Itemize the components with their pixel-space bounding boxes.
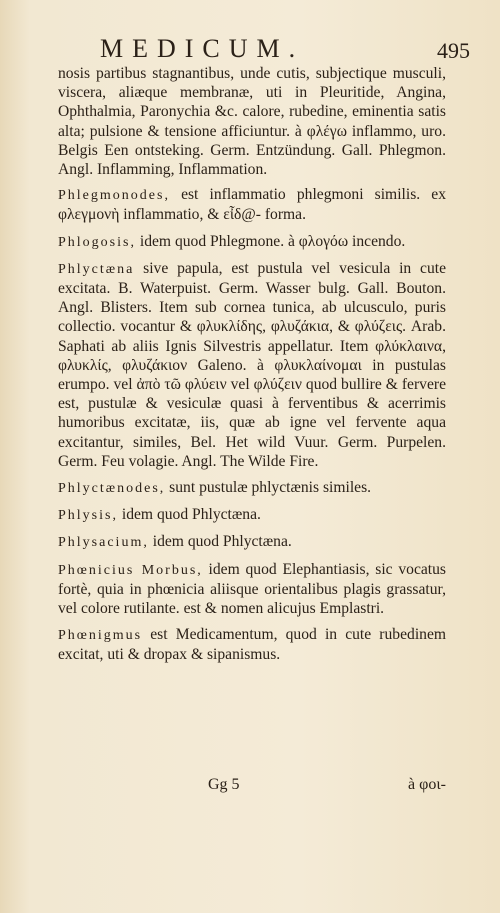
entry-text: idem quod Phlyctæna. — [148, 533, 292, 551]
entry-text: est inflammatio phlegmoni similis. ex φλεγμονὴ inflammatio, & εἶδ@- forma. — [58, 186, 446, 224]
entry-phlegmonodes — [58, 185, 446, 224]
page-number: 495 — [437, 38, 470, 63]
entry-continuation — [58, 64, 446, 179]
entry-phoenigmus — [58, 625, 446, 664]
entry-lemma: Phlysacium, — [58, 535, 149, 551]
entry-phlyctaenodes — [58, 478, 446, 498]
entry-phlysis — [58, 505, 446, 525]
entry-phlogosis — [58, 232, 446, 252]
entry-lemma: Phlysis, — [58, 508, 118, 524]
entry-lemma: Phlegmonodes, — [58, 188, 170, 204]
entry-phoenicius-morbus — [58, 560, 446, 619]
entry-text: est Medicamentum, quod in cute rubedinem excitat, uti & dropax & sipanismus. — [58, 626, 446, 664]
entry-text: nosis partibus stagnantibus, unde cutis, subjectique musculi, viscera, aliæque membranæ, uti in Pleuritide, Angina, Ophthalmia, Paronychia &c. calore, rubedine, eminentia satis alta; pulsione & tensione afficiuntur. à φλέγω inflammo, uro. Belgis Een ontsteking. Germ. Entzündung. Gall. Phlegmon. Angl. Inflamming, Inflammation. — [58, 65, 446, 179]
entry-lemma: Phlogosis, — [58, 234, 136, 250]
entry-text: idem quod Elephantiasis, sic vocatus fortè, quia in phœnicia aliisque orientalibus plagis grassatur, vel colore rutilante. est & nomen alicujus Emplastri. — [58, 560, 446, 618]
entry-text: idem quod Phlegmone. à φλογόω incendo. — [135, 232, 406, 250]
entry-lemma: Phœnicius Morbus, — [58, 562, 203, 578]
entry-lemma: Phlyctæna — [58, 261, 135, 277]
catchword: à φοι- — [408, 776, 446, 793]
entry-text: idem quod Phlyctæna. — [117, 506, 261, 524]
running-head: MEDICUM. — [100, 34, 305, 63]
entry-lemma: Phlyctænodes, — [58, 481, 166, 497]
entry-phlysacium — [58, 532, 446, 552]
signature-mark: Gg 5 — [208, 776, 240, 793]
entry-lemma: Phœnigmus — [58, 628, 143, 644]
entry-phlyctaena — [58, 259, 446, 471]
page-footer — [58, 776, 446, 798]
entry-text: sunt pustulæ phlyctænis similes. — [165, 479, 372, 497]
dictionary-column — [58, 64, 446, 672]
entry-text: sive papula, est pustula vel vesicula in cute excitata. B. Waterpuist. Germ. Wasser bulg. Gall. Bouton. Angl. Blisters. Item sub cornea tunica, ab ulcusculo, puris collectio. vocantur & φλυκλίδης, φλυζάκια, & φλύζεις. Arab. Saphati ab aliis Ignis Silvestris appellatur. Item φλύκλαινα, φλυκλίς, φλυζάκιον Galeno. à φλυκλαίνομαι in pustulas erumpo. vel ἀπὸ τῶ φλύειν vel φλύζειν quod bullire & fervere est, pustulæ & vesiculæ quasi à ferventibus & acerrimis humoribus excitatæ, iis, quæ ab igne vel fervente aqua excitantur, similes, Bel. Het wild Vuur. Germ. Purpelen. Germ. Feu volagie. Angl. The Wilde Fire. — [58, 259, 446, 470]
